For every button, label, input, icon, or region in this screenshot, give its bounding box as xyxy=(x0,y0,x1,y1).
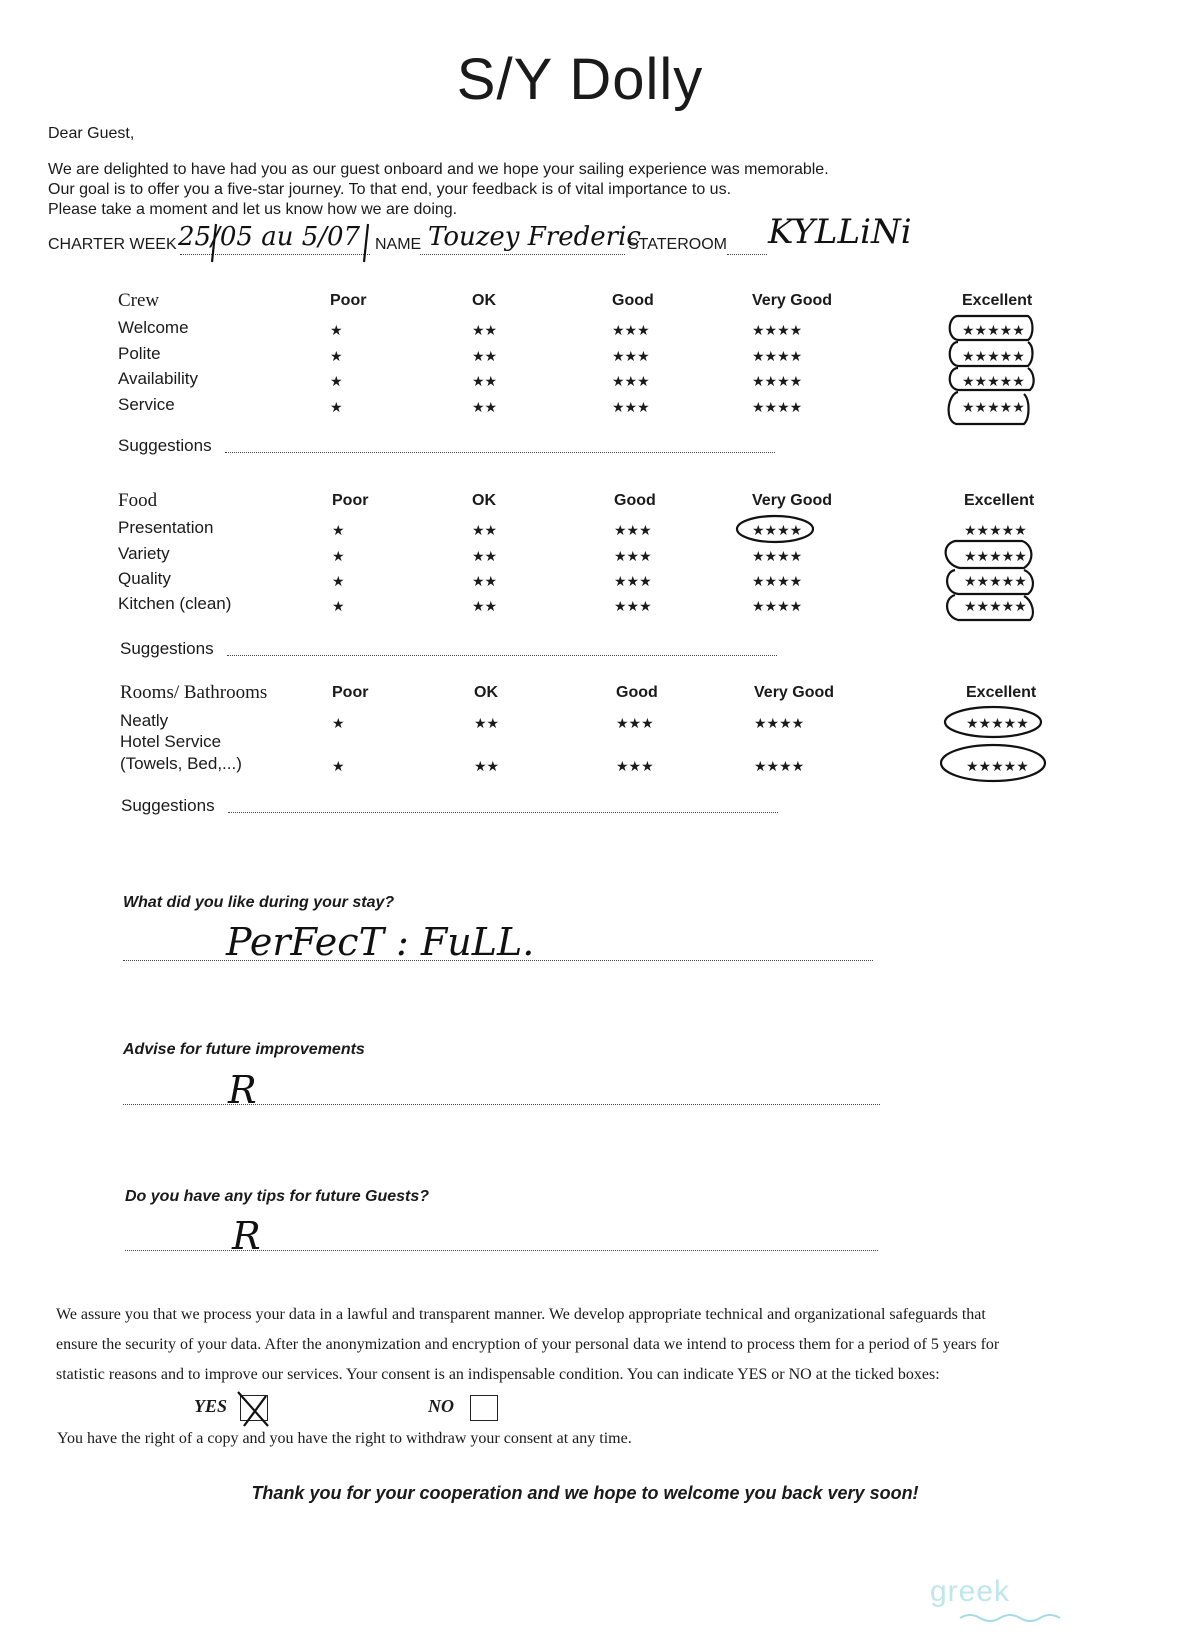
star-rating-very-good[interactable]: ★★★★ xyxy=(752,598,803,614)
answer-liked-stay[interactable]: PerFecT : FuLL. xyxy=(226,920,535,964)
consent-line: statistic reasons and to improve our services. Your consent is an indispensable condition. You can indicate YES or NO at the ticked boxes: xyxy=(56,1366,940,1383)
star-rating-excellent[interactable]: ★★★★★ xyxy=(962,348,1025,364)
star-rating-poor[interactable]: ★ xyxy=(332,548,345,564)
answer-improvements[interactable]: R xyxy=(228,1068,257,1112)
star-rating-excellent[interactable]: ★★★★★ xyxy=(964,598,1027,614)
star-rating-ok[interactable]: ★★ xyxy=(472,573,498,589)
star-rating-excellent[interactable]: ★★★★★ xyxy=(964,548,1027,564)
star-rating-excellent[interactable]: ★★★★★ xyxy=(964,522,1027,538)
answer-improvements-line xyxy=(123,1104,880,1105)
star-rating-good[interactable]: ★★★ xyxy=(614,548,652,564)
star-rating-poor[interactable]: ★ xyxy=(332,715,345,731)
crew-item-availability: Availability xyxy=(118,369,199,388)
consent-text xyxy=(56,1300,999,1390)
star-rating-poor[interactable]: ★ xyxy=(332,522,345,538)
star-rating-good[interactable]: ★★★ xyxy=(616,758,654,774)
greek-charter-watermark: greek xyxy=(930,1575,1011,1608)
header-excellent: Excellent xyxy=(966,684,1037,701)
header-excellent: Excellent xyxy=(964,492,1035,509)
star-rating-excellent[interactable]: ★★★★★ xyxy=(962,399,1025,415)
question-improvements: Advise for future improvements xyxy=(123,1041,365,1058)
intro-line: We are delighted to have had you as our guest onboard and we hope your sailing experience was memorable. xyxy=(48,161,829,178)
suggestions-label-rooms: Suggestions xyxy=(121,796,215,815)
star-rating-ok[interactable]: ★★ xyxy=(472,373,498,389)
header-poor: Poor xyxy=(332,492,369,509)
consent-line: We assure you that we process your data in a lawful and transparent manner. We develop appropriate technical and organizational safeguards that xyxy=(56,1306,986,1323)
name-underline xyxy=(420,254,625,255)
answer-tips-line xyxy=(125,1250,878,1251)
star-rating-excellent[interactable]: ★★★★★ xyxy=(964,573,1027,589)
watermark-wave xyxy=(960,1615,1060,1621)
star-rating-good[interactable]: ★★★ xyxy=(614,598,652,614)
section-title-crew: Crew xyxy=(118,290,160,311)
header-poor: Poor xyxy=(330,292,367,309)
thank-you-message: Thank you for your cooperation and we hope to welcome you back very soon! xyxy=(251,1483,919,1503)
star-rating-ok[interactable]: ★★ xyxy=(472,522,498,538)
star-rating-excellent[interactable]: ★★★★★ xyxy=(962,373,1025,389)
crew-item-service: Service xyxy=(118,395,175,414)
header-good: Good xyxy=(614,492,656,509)
star-rating-poor[interactable]: ★ xyxy=(330,399,343,415)
star-rating-good[interactable]: ★★★ xyxy=(614,573,652,589)
star-rating-ok[interactable]: ★★ xyxy=(472,399,498,415)
greeting: Dear Guest, xyxy=(48,125,135,142)
name-label: NAME xyxy=(375,236,422,253)
charter-week-label: CHARTER WEEK xyxy=(48,236,177,253)
copy-right-text: You have the right of a copy and you have the right to withdraw your consent at any time. xyxy=(57,1430,632,1447)
suggestions-label-crew: Suggestions xyxy=(118,436,212,455)
header-excellent: Excellent xyxy=(962,292,1033,309)
star-rating-ok[interactable]: ★★ xyxy=(474,758,500,774)
food-item-quality: Quality xyxy=(118,569,171,588)
intro-paragraph xyxy=(48,160,829,220)
crew-item-polite: Polite xyxy=(118,344,161,363)
star-rating-ok[interactable]: ★★ xyxy=(474,715,500,731)
name-field[interactable]: Touzey Frederic xyxy=(428,222,641,252)
intro-line: Our goal is to offer you a five-star journey. To that end, your feedback is of vital importance to us. xyxy=(48,181,732,198)
star-rating-very-good[interactable]: ★★★★ xyxy=(752,373,803,389)
food-item-kitchen: Kitchen (clean) xyxy=(118,594,232,613)
section-title-food: Food xyxy=(118,490,158,511)
stateroom-underline xyxy=(727,254,767,255)
stateroom-field[interactable]: KYLLiNi xyxy=(768,212,912,252)
star-rating-poor[interactable]: ★ xyxy=(330,373,343,389)
header-very-good: Very Good xyxy=(752,492,833,509)
rooms-item-hotel-service: Hotel Service xyxy=(120,732,222,751)
star-rating-very-good[interactable]: ★★★★ xyxy=(752,522,803,538)
crew-item-welcome: Welcome xyxy=(118,318,189,337)
star-rating-very-good[interactable]: ★★★★ xyxy=(752,573,803,589)
header-very-good: Very Good xyxy=(752,292,833,309)
header-good: Good xyxy=(612,292,654,309)
star-rating-very-good[interactable]: ★★★★ xyxy=(754,715,805,731)
star-rating-poor[interactable]: ★ xyxy=(332,758,345,774)
stateroom-label: STATEROOM xyxy=(628,236,727,253)
answer-liked-stay-line xyxy=(123,960,873,961)
rooms-item-neatly: Neatly xyxy=(120,711,169,730)
no-checkbox[interactable] xyxy=(470,1395,498,1421)
no-label: NO xyxy=(428,1396,454,1416)
star-rating-poor[interactable]: ★ xyxy=(330,348,343,364)
star-rating-good[interactable]: ★★★ xyxy=(612,322,650,338)
suggestions-label-food: Suggestions xyxy=(120,639,214,658)
header-very-good: Very Good xyxy=(754,684,835,701)
star-rating-poor[interactable]: ★ xyxy=(330,322,343,338)
answer-tips[interactable]: R xyxy=(232,1214,261,1258)
section-title-rooms: Rooms/ Bathrooms xyxy=(120,682,268,703)
header-ok: OK xyxy=(472,292,496,309)
header-ok: OK xyxy=(474,684,498,701)
star-rating-poor[interactable]: ★ xyxy=(332,598,345,614)
suggestions-field-rooms[interactable] xyxy=(228,812,778,813)
consent-line: ensure the security of your data. After the anonymization and encryption of your personal data we intend to process them for a period of 5 years for xyxy=(56,1336,1000,1353)
star-rating-good[interactable]: ★★★ xyxy=(612,399,650,415)
header-poor: Poor xyxy=(332,684,369,701)
star-rating-good[interactable]: ★★★ xyxy=(616,715,654,731)
food-item-variety: Variety xyxy=(118,544,170,563)
yes-checkbox[interactable] xyxy=(240,1395,268,1421)
star-rating-good[interactable]: ★★★ xyxy=(612,373,650,389)
star-rating-excellent[interactable]: ★★★★★ xyxy=(962,322,1025,338)
food-item-presentation: Presentation xyxy=(118,518,214,537)
star-rating-very-good[interactable]: ★★★★ xyxy=(752,348,803,364)
star-rating-very-good[interactable]: ★★★★ xyxy=(752,399,803,415)
star-rating-ok[interactable]: ★★ xyxy=(472,598,498,614)
intro-line: Please take a moment and let us know how we are doing. xyxy=(48,201,458,218)
star-rating-very-good[interactable]: ★★★★ xyxy=(752,548,803,564)
rooms-item-towels-bed: (Towels, Bed,...) xyxy=(120,754,242,773)
suggestions-field-crew[interactable] xyxy=(225,452,775,453)
question-liked-stay: What did you like during your stay? xyxy=(123,894,395,911)
charter-week-underline xyxy=(180,254,370,255)
yacht-title: S/Y Dolly xyxy=(456,47,704,112)
star-rating-excellent[interactable]: ★★★★★ xyxy=(966,715,1029,731)
star-rating-good[interactable]: ★★★ xyxy=(614,522,652,538)
question-tips: Do you have any tips for future Guests? xyxy=(125,1188,430,1205)
star-rating-ok[interactable]: ★★ xyxy=(472,322,498,338)
star-rating-very-good[interactable]: ★★★★ xyxy=(754,758,805,774)
star-rating-good[interactable]: ★★★ xyxy=(612,348,650,364)
suggestions-field-food[interactable] xyxy=(227,655,777,656)
star-rating-very-good[interactable]: ★★★★ xyxy=(752,322,803,338)
header-good: Good xyxy=(616,684,658,701)
star-rating-ok[interactable]: ★★ xyxy=(472,348,498,364)
handwritten-slash xyxy=(364,224,368,262)
charter-week-field[interactable]: 25/05 au 5/07 xyxy=(178,222,361,252)
header-ok: OK xyxy=(472,492,496,509)
star-rating-excellent[interactable]: ★★★★★ xyxy=(966,758,1029,774)
yes-label: YES xyxy=(194,1396,228,1416)
star-rating-ok[interactable]: ★★ xyxy=(472,548,498,564)
star-rating-poor[interactable]: ★ xyxy=(332,573,345,589)
